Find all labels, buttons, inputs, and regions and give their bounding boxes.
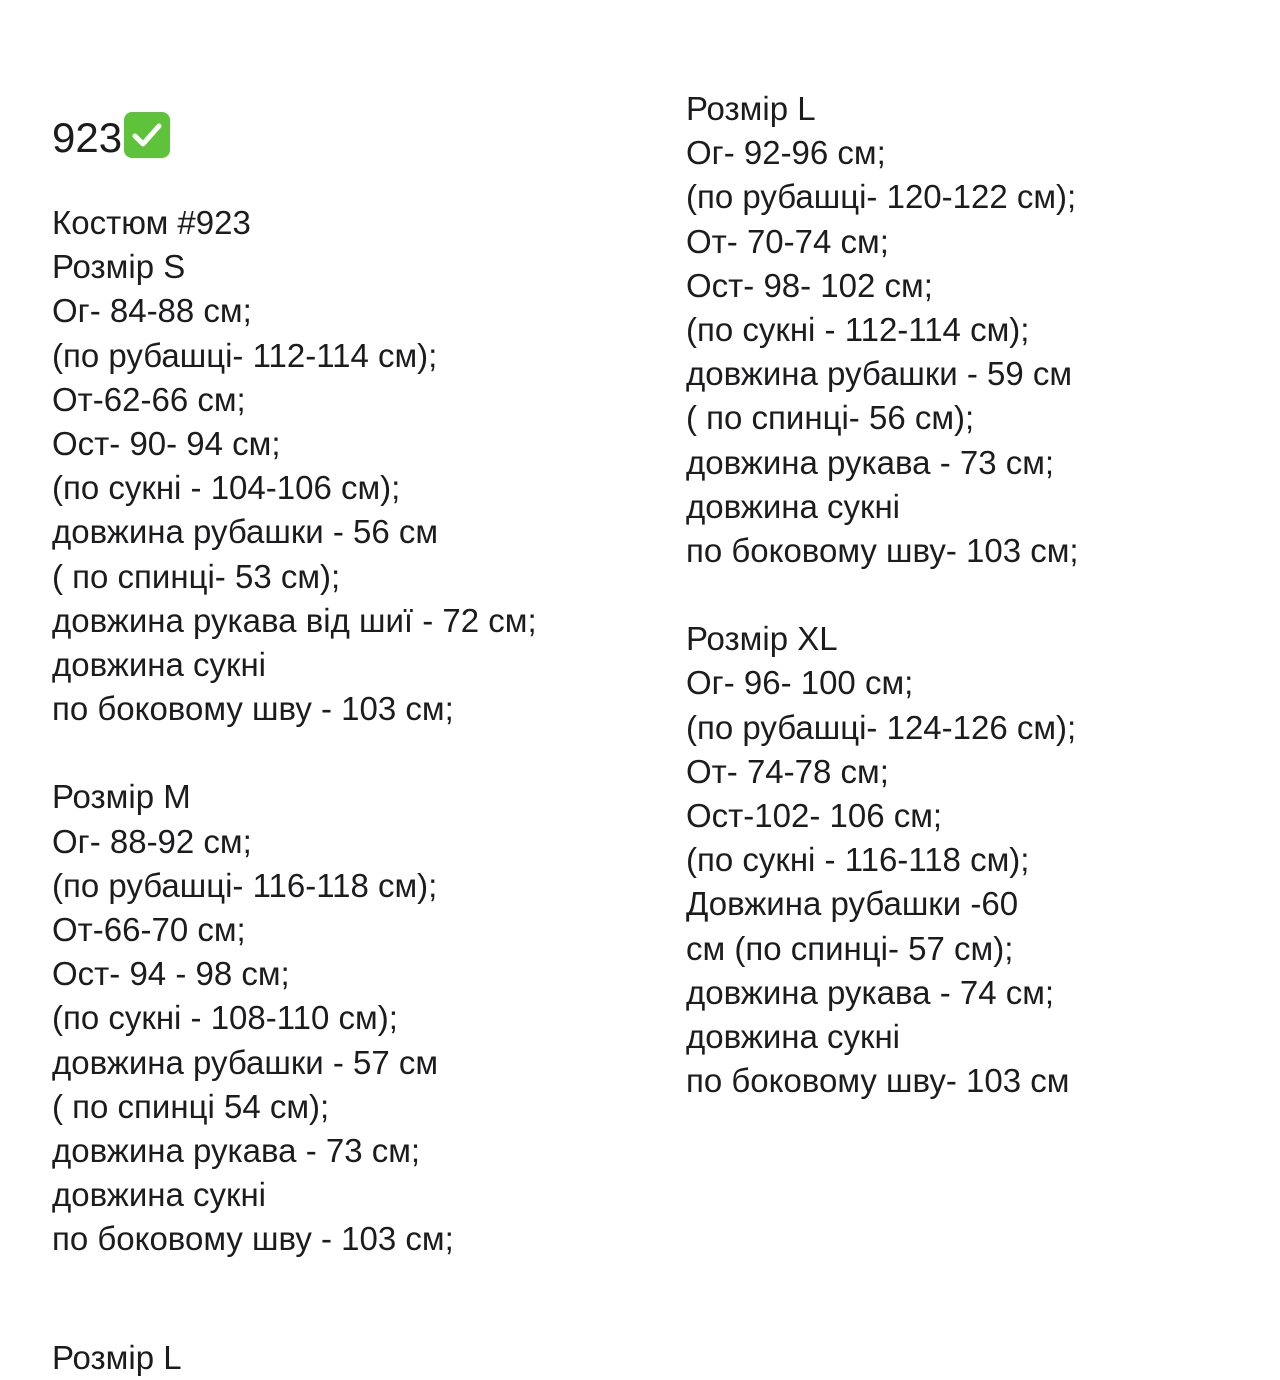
measurement-line: От-62-66 см; (52, 380, 246, 418)
measurement-line: довжина рубашки - 56 см (52, 513, 439, 551)
measurement-line: довжина рукава від шиї - 72 см; (52, 601, 537, 639)
measurement-line: довжина сукні (686, 487, 901, 525)
measurement-line: Ост- 90- 94 см; (52, 424, 281, 462)
size-m-section (52, 775, 537, 1261)
size-xl-section (686, 617, 1079, 1103)
note-title-number: 923 (52, 114, 123, 161)
measurement-line: ( по спинці- 56 см); (686, 399, 975, 437)
measurement-line: Ог- 92-96 см; (686, 134, 886, 172)
measurement-line: (по рубашці- 116-118 см); (52, 866, 438, 904)
measurement-line: Ост-102- 106 см; (686, 797, 943, 834)
measurement-line: довжина сукні (52, 1176, 267, 1214)
measurement-line: (по сукні - 108-110 см); (52, 999, 398, 1037)
size-s-section (52, 245, 537, 731)
measurement-line: От-66-70 см; (52, 911, 246, 948)
measurement-line: (по сукні - 104-106 см); (52, 469, 401, 507)
measurement-line: ( по спинці- 53 см); (52, 557, 341, 595)
measurement-line: От- 70-74 см; (686, 222, 889, 260)
measurement-line: по боковому шву- 103 см (686, 1062, 1070, 1100)
size-l-section (686, 87, 1079, 573)
right-column (686, 87, 1079, 1103)
measurement-line: Ог- 88-92 см; (52, 822, 252, 860)
measurement-line: (по сукні - 112-114 см); (686, 310, 1030, 348)
measurement-line: Ог- 84-88 см; (52, 292, 252, 330)
measurement-line: Довжина рубашки -60 (686, 885, 1019, 923)
measurement-line: (по рубашці- 124-126 см); (686, 708, 1077, 746)
check-mark-button-icon (124, 112, 170, 158)
size-label: Розмір L (686, 90, 816, 127)
measurement-line: довжина сукні (52, 645, 267, 683)
measurement-line: От- 74-78 см; (686, 752, 889, 790)
measurement-line: по боковому шву- 103 см; (686, 531, 1079, 569)
measurement-line: Ог- 96- 100 см; (686, 664, 914, 702)
measurement-line: (по рубашці- 112-114 см); (52, 336, 438, 374)
note-title (52, 112, 170, 164)
spacer (686, 573, 1079, 617)
size-label: Розмір S (52, 248, 186, 286)
measurement-line: довжина рубашки - 57 см (52, 1043, 439, 1081)
measurement-line: по боковому шву - 103 см; (52, 690, 454, 728)
measurement-line: довжина рукава - 73 см; (52, 1131, 421, 1169)
measurement-line: довжина рубашки - 59 см (686, 355, 1073, 393)
measurement-line: (по рубашці- 120-122 см); (686, 178, 1077, 216)
size-label: Розмір M (52, 778, 191, 816)
measurement-line: довжина рукава - 74 см; (686, 973, 1055, 1011)
measurement-line: ( по спинці 54 см); (52, 1087, 330, 1125)
measurement-line: по боковому шву - 103 см; (52, 1220, 454, 1258)
size-label: Розмір L (52, 1338, 182, 1376)
measurement-line: Ост- 98- 102 см; (686, 266, 933, 304)
size-label: Розмір XL (686, 620, 838, 658)
measurement-line: Ост- 94 - 98 см; (52, 955, 290, 993)
measurement-line: довжина сукні (686, 1017, 901, 1055)
costume-heading: Костюм #923 (52, 204, 251, 241)
measurement-line: (по сукні - 116-118 см); (686, 841, 1030, 879)
measurement-line: довжина рукава - 73 см; (686, 443, 1055, 481)
spacer (52, 731, 537, 775)
spacer (52, 1262, 537, 1306)
left-column (52, 201, 537, 1376)
measurement-line: см (по спинці- 57 см); (686, 929, 1014, 967)
cut-off-size-label (52, 1306, 537, 1376)
